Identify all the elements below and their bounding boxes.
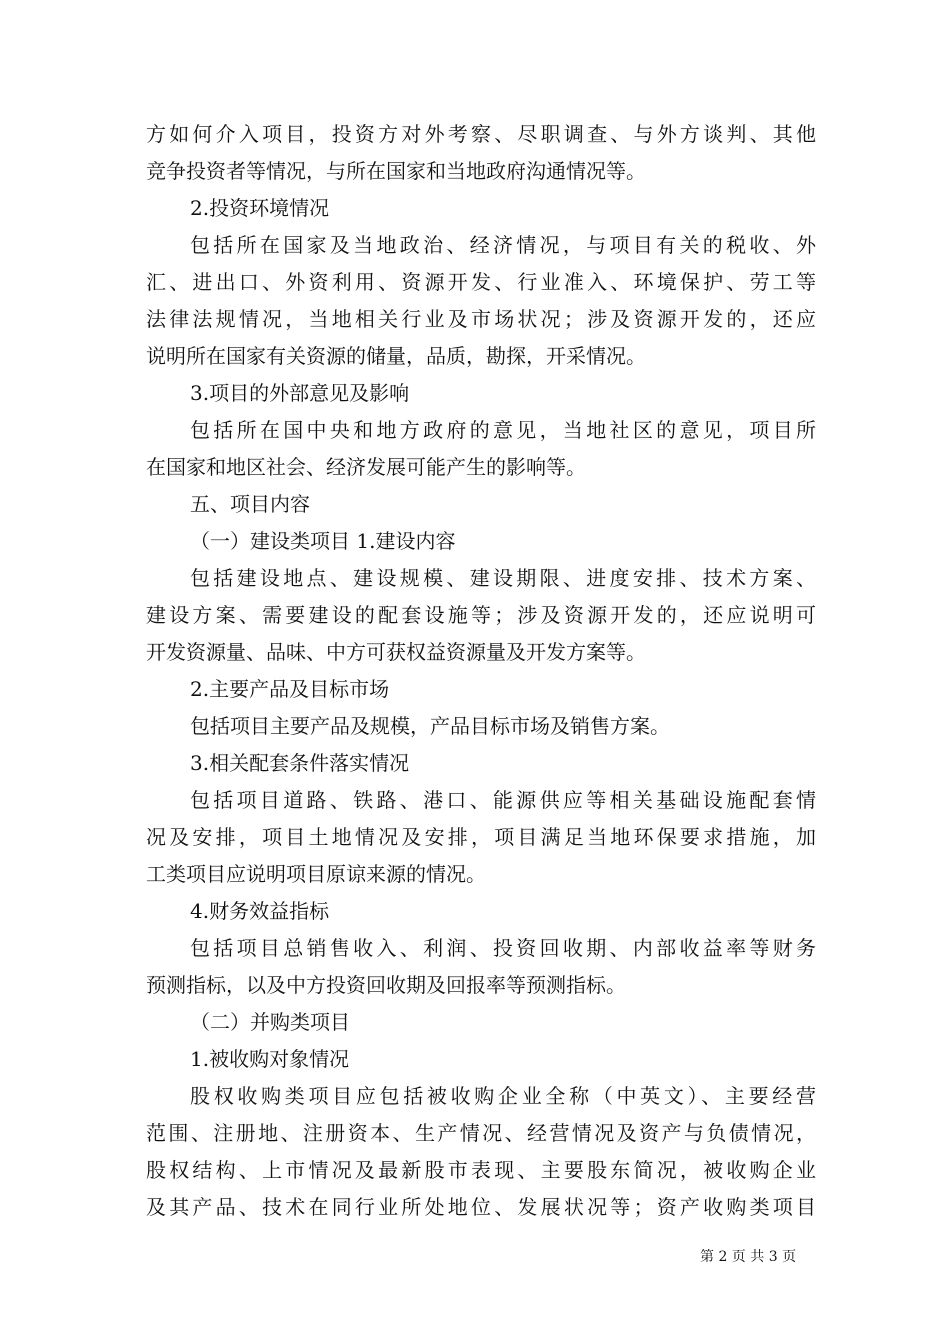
document-body: [146, 116, 816, 1226]
text-line-13: 包括建设地点、建设规模、建设期限、进度安排、技术方案、: [190, 566, 816, 590]
text-line-7: 说明所在国家有关资源的储量，品质，勘探，开采情况。: [146, 344, 646, 368]
section-heading-financial-indicators: 4.财务效益指标: [190, 899, 330, 923]
text-line-30: 及其产品、技术在同行业所处地位、发展状况等；资产收购类项目: [146, 1195, 816, 1219]
text-line-20: 况及安排，项目土地情况及安排，项目满足当地环保要求措施，加: [146, 825, 816, 849]
text-line-14: 建设方案、需要建设的配套设施等；涉及资源开发的，还应说明可: [146, 603, 816, 627]
text-line-15: 开发资源量、品味、中方可获权益资源量及开发方案等。: [146, 640, 646, 664]
page-number-footer: 第 2 页 共 3 页: [700, 1249, 797, 1265]
section-heading-main-products: 2.主要产品及目标市场: [190, 677, 390, 701]
text-line-2: 竞争投资者等情况，与所在国家和当地政府沟通情况等。: [146, 159, 646, 183]
text-line-23: 包括项目总销售收入、利润、投资回收期、内部收益率等财务: [190, 936, 816, 960]
section-heading-construction-projects: （一）建设类项目 1.建设内容: [190, 529, 456, 553]
text-line-4: 包括所在国家及当地政治、经济情况，与项目有关的税收、外: [190, 233, 816, 257]
text-line-29: 股权结构、上市情况及最新股市表现、主要股东简况，被收购企业: [146, 1158, 816, 1182]
text-line-10: 在国家和地区社会、经济发展可能产生的影响等。: [146, 455, 586, 479]
text-line-9: 包括所在国中央和地方政府的意见，当地社区的意见，项目所: [190, 418, 816, 442]
text-line-21: 工类项目应说明项目原谅来源的情况。: [146, 862, 486, 886]
section-heading-acquired-target: 1.被收购对象情况: [190, 1047, 350, 1071]
text-line-19: 包括项目道路、铁路、港口、能源供应等相关基础设施配套情: [190, 788, 816, 812]
section-heading-external-opinions: 3.项目的外部意见及影响: [190, 381, 410, 405]
text-line-17: 包括项目主要产品及规模，产品目标市场及销售方案。: [190, 714, 670, 738]
text-line-1: 方如何介入项目，投资方对外考察、尽职调查、与外方谈判、其他: [146, 122, 816, 146]
section-heading-project-content: 五、项目内容: [190, 492, 310, 516]
text-line-28: 范围、注册地、注册资本、生产情况、经营情况及资产与负债情况，: [146, 1121, 816, 1145]
section-heading-merger-projects: （二）并购类项目: [190, 1010, 350, 1034]
text-line-6: 法律法规情况，当地相关行业及市场状况；涉及资源开发的，还应: [146, 307, 816, 331]
text-line-27: 股权收购类项目应包括被收购企业全称（中英文）、主要经营: [190, 1084, 816, 1108]
text-line-24: 预测指标，以及中方投资回收期及回报率等预测指标。: [146, 973, 626, 997]
section-heading-supporting-conditions: 3.相关配套条件落实情况: [190, 751, 410, 775]
section-heading-investment-environment: 2.投资环境情况: [190, 196, 330, 220]
text-line-5: 汇、进出口、外资利用、资源开发、行业准入、环境保护、劳工等: [146, 270, 816, 294]
